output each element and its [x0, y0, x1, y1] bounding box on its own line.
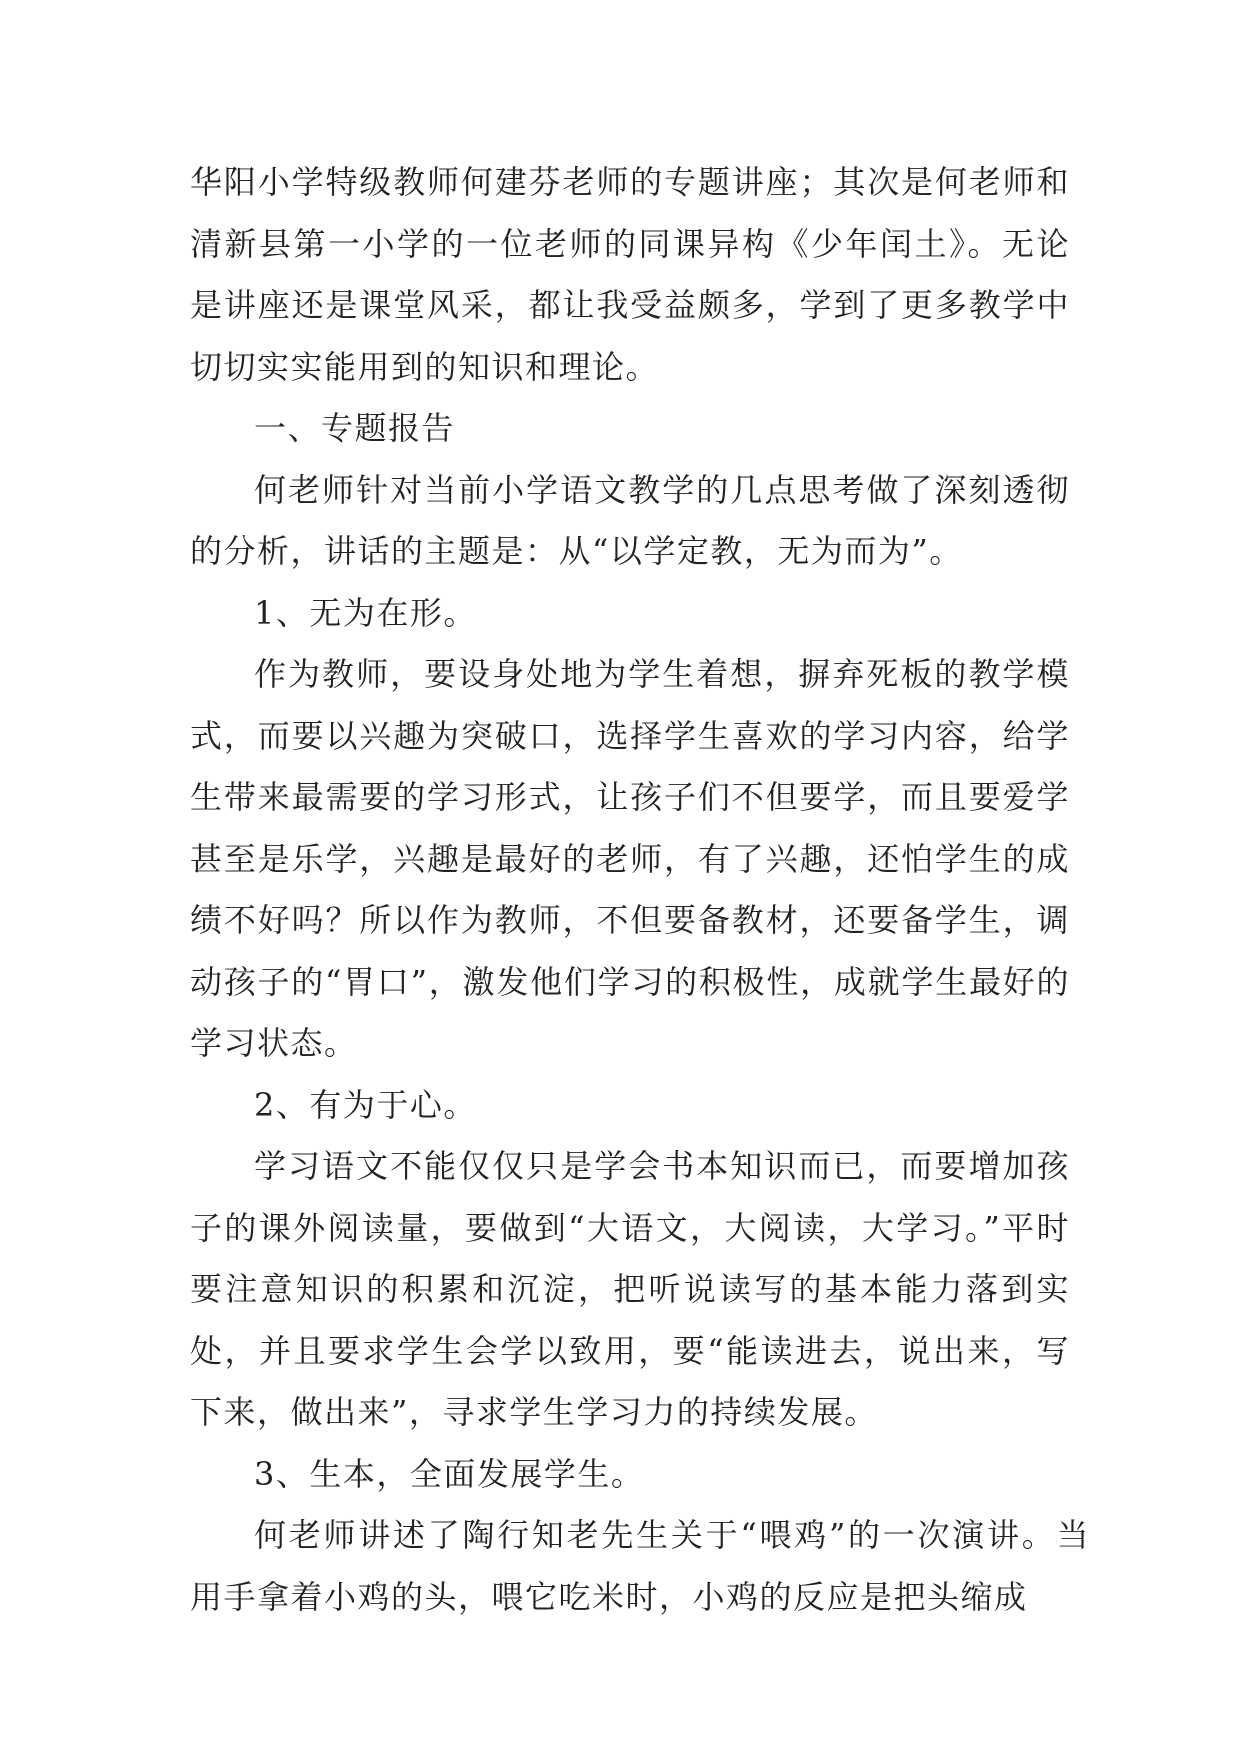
paragraph-point-1: 作为教师，要设身处地为学生着想，摒弃死板的教学模式，而要以兴趣为突破口，选择学生喜欢的学习内容，给学生带来最需要的学习形式，让孩子们不但要学，而且要爱学甚至是乐学，兴趣是最好的老师，有了兴趣，还怕学生的成绩不好吗？所以作为教师，不但要备教材，还要备学生，调动孩子的“胃口”，激发他们学习的积极性，成就学生最好的学习状态。 — [190, 655, 1070, 1062]
paragraph-point-2: 学习语文不能仅仅只是学会书本知识而已，而要增加孩子的课外阅读量，要做到“大语文，大阅读，大学习。”平时要注意知识的积累和沉淀，把听说读写的基本能力落到实处，并且要求学生会学以致用，要“能读进去，说出来，写下来，做出来”，寻求学生学习力的持续发展。 — [190, 1147, 1070, 1431]
paragraph-intro: 华阳小学特级教师何建芬老师的专题讲座；其次是何老师和清新县第一小学的一位老师的同课异构《少年闰土》。无论是讲座还是课堂风采，都让我受益颇多，学到了更多教学中切切实实能用到的知识和理论。 — [190, 163, 1070, 386]
paragraph-point-3: 何老师讲述了陶行知老先生关于“喂鸡”的一次演讲。当用手拿着小鸡的头，喂它吃米时，小鸡的反应是把头缩成 — [190, 1516, 1090, 1616]
subheading-point-2: 2、有为于心。 — [254, 1085, 477, 1124]
section-heading-report: 一、专题报告 — [254, 409, 456, 447]
paragraph-report-summary: 何老师针对当前小学语文教学的几点思考做了深刻透彻的分析，讲话的主题是：从“以学定教，无为而为”。 — [190, 470, 1070, 570]
subheading-point-1: 1、无为在形。 — [254, 593, 477, 632]
subheading-point-3: 3、生本，全面发展学生。 — [254, 1454, 645, 1493]
document-body — [190, 152, 1090, 1628]
